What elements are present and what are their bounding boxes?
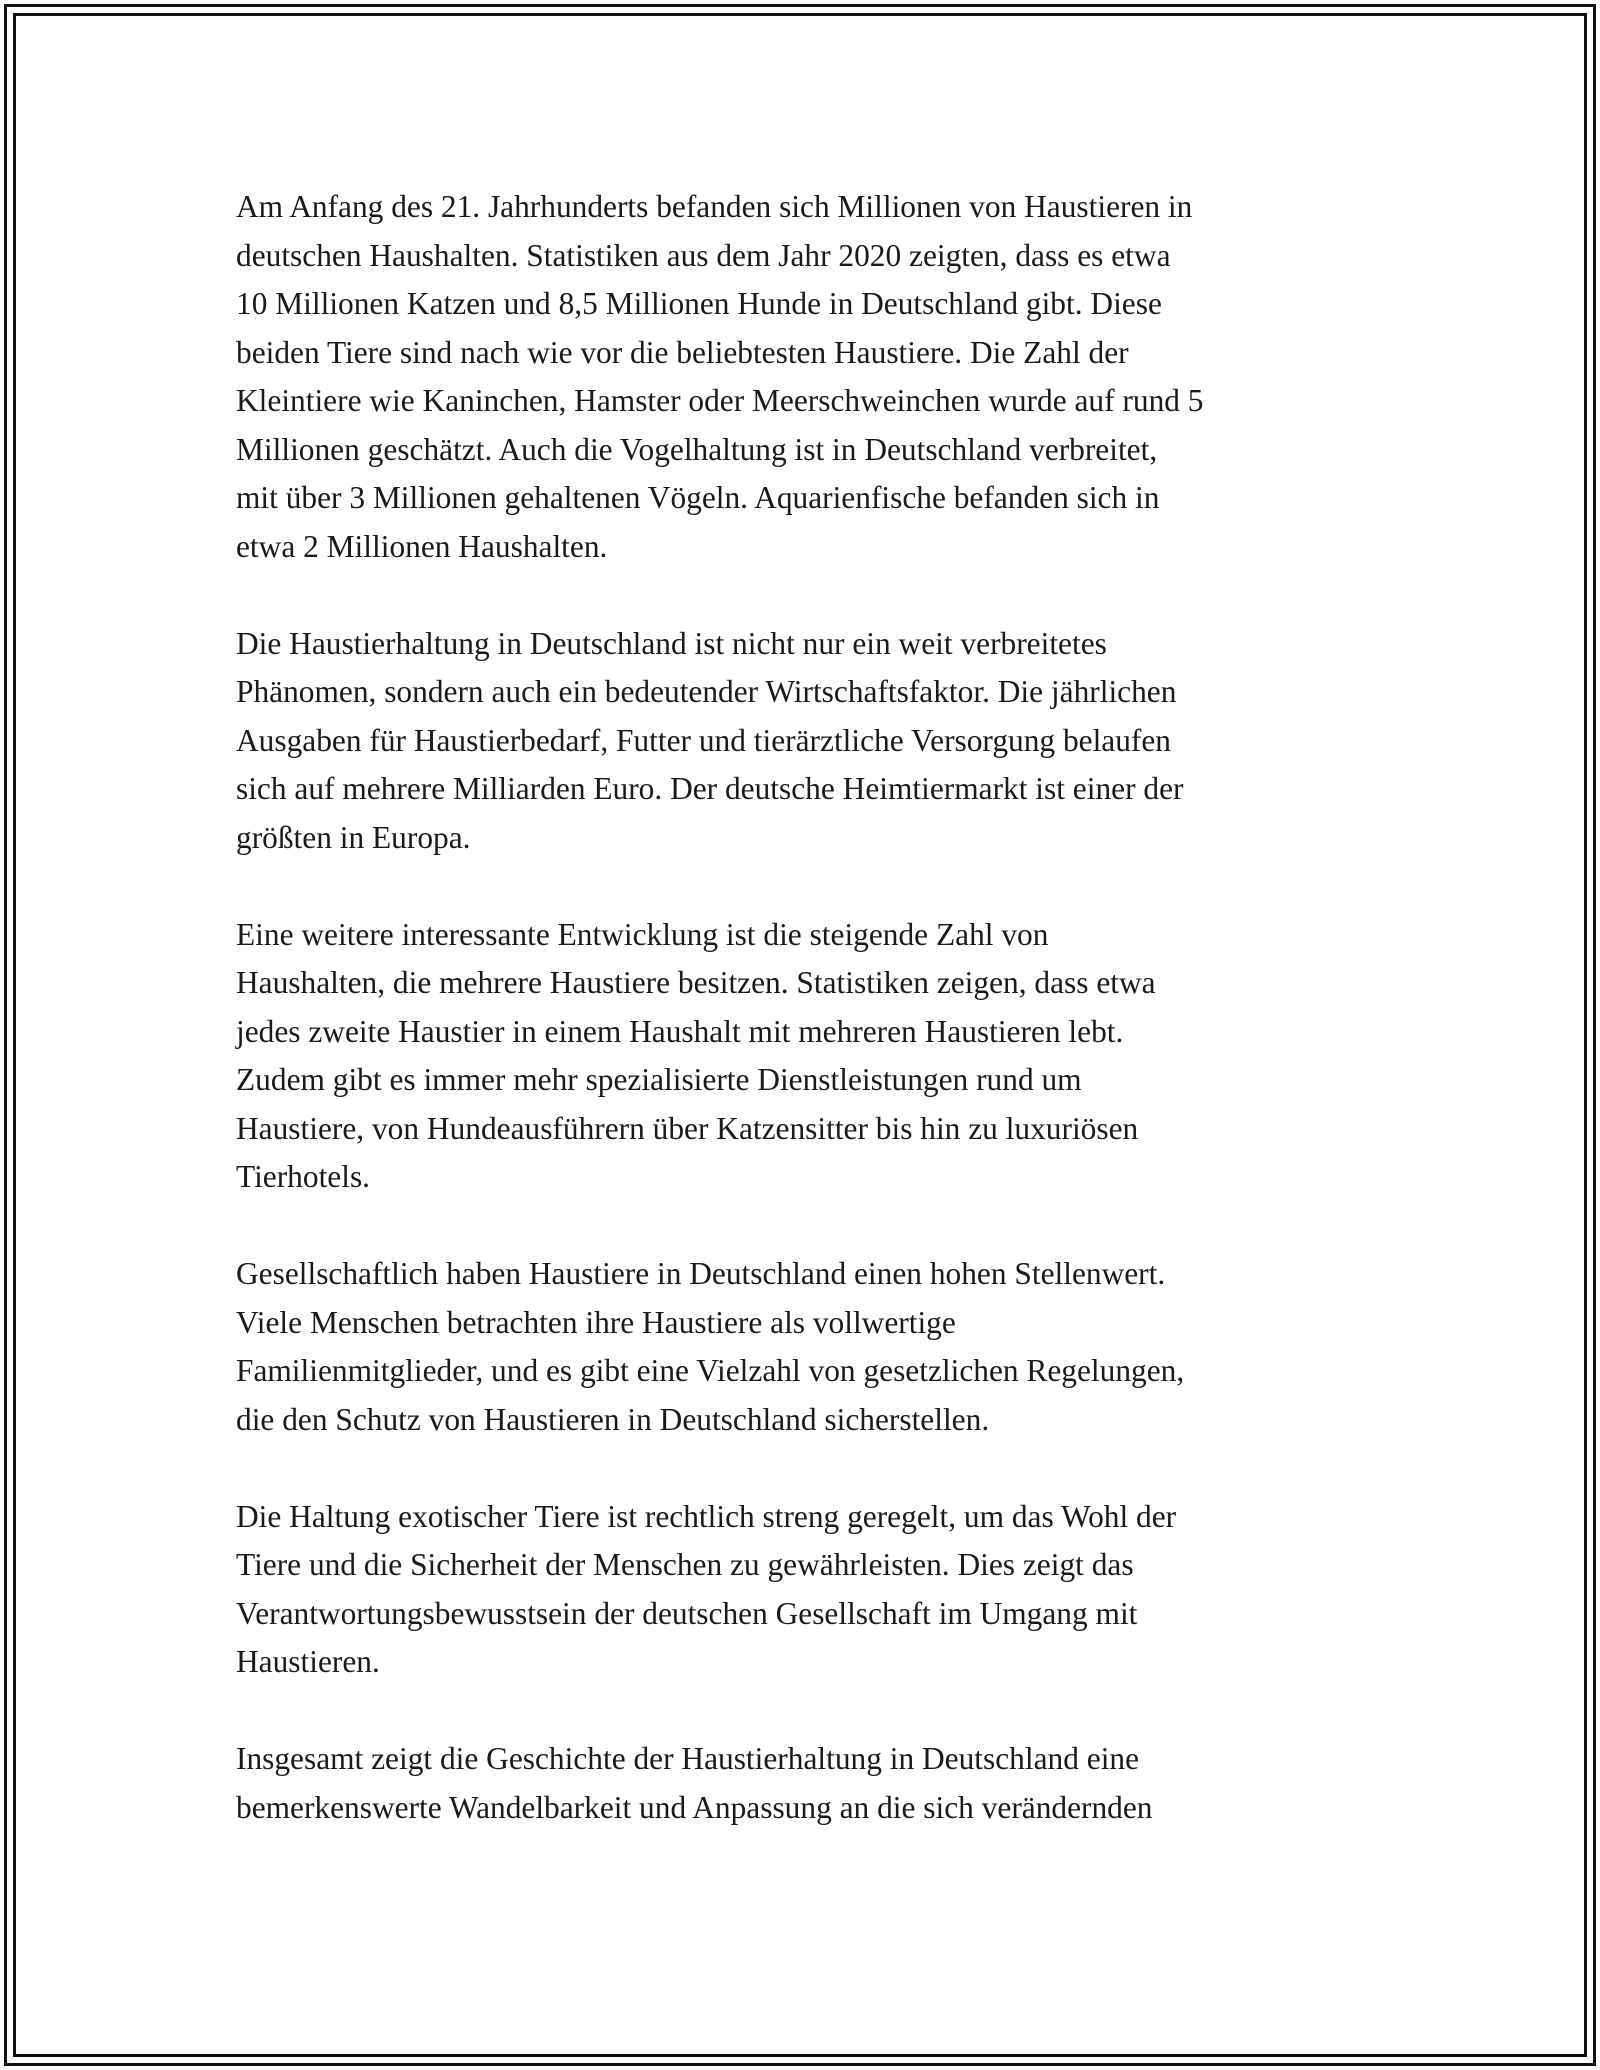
paragraph-line: Haustiere, von Hundeausführern über Katzensitter bis hin zu luxuriösen (236, 1110, 1139, 1146)
paragraph-line: Insgesamt zeigt die Geschichte der Haustierhaltung in Deutschland eine (236, 1741, 1140, 1776)
paragraph-line: Kleintiere wie Kaninchen, Hamster oder Meerschweinchen wurde auf rund 5 (236, 383, 1204, 418)
paragraph-line: Familienmitglieder, und es gibt eine Vielzahl von gesetzlichen Regelungen, (236, 1353, 1185, 1388)
paragraph-line: Gesellschaftlich haben Haustiere in Deutschland einen hohen Stellenwert. (236, 1256, 1166, 1291)
paragraph-2 (236, 620, 1376, 863)
paragraph-line: Die Haustierhaltung in Deutschland ist nicht nur ein weit verbreitetes (236, 625, 1107, 661)
paragraph-line: sich auf mehrere Milliarden Euro. Der deutsche Heimtiermarkt ist einer der (236, 771, 1184, 806)
paragraph-line: etwa 2 Millionen Haushalten. (236, 528, 608, 564)
paragraph-line: größten in Europa. (236, 819, 471, 855)
paragraph-5 (236, 1493, 1376, 1687)
paragraph-3 (236, 911, 1376, 1202)
paragraph-line: Tierhotels. (236, 1159, 371, 1194)
paragraph-line: jedes zweite Haustier in einem Haushalt mit mehreren Haustieren lebt. (236, 1013, 1124, 1049)
paragraph-line: beiden Tiere sind nach wie vor die beliebtesten Haustiere. Die Zahl der (236, 334, 1129, 370)
paragraph-line: Tiere und die Sicherheit der Menschen zu gewährleisten. Dies zeigt das (236, 1547, 1134, 1582)
paragraph-line: mit über 3 Millionen gehaltenen Vögeln. Aquarienfische befanden sich in (236, 480, 1160, 515)
paragraph-line: Haustieren. (236, 1644, 380, 1679)
paragraph-line: Am Anfang des 21. Jahrhunderts befanden sich Millionen von Haustieren in (236, 189, 1193, 224)
paragraph-line: deutschen Haushalten. Statistiken aus dem Jahr 2020 zeigten, dass es etwa (236, 237, 1171, 273)
paragraph-line: Millionen geschätzt. Auch die Vogelhaltung ist in Deutschland verbreitet, (236, 431, 1158, 467)
document-body (236, 183, 1376, 1881)
paragraph-line: die den Schutz von Haustieren in Deutschland sicherstellen. (236, 1401, 990, 1437)
paragraph-line: 10 Millionen Katzen und 8,5 Millionen Hunde in Deutschland gibt. Diese (236, 286, 1162, 321)
paragraph-line: Haushalten, die mehrere Haustiere besitzen. Statistiken zeigen, dass etwa (236, 965, 1156, 1000)
paragraph-line: Viele Menschen betrachten ihre Haustiere als vollwertige (236, 1304, 956, 1340)
paragraph-line: Verantwortungsbewusstsein der deutschen Gesellschaft im Umgang mit (236, 1595, 1138, 1631)
paragraph-line: Eine weitere interessante Entwicklung ist die steigende Zahl von (236, 916, 1049, 952)
paragraph-4 (236, 1250, 1376, 1444)
paragraph-line: Phänomen, sondern auch ein bedeutender Wirtschaftsfaktor. Die jährlichen (236, 674, 1177, 709)
paragraph-line: Die Haltung exotischer Tiere ist rechtlich streng geregelt, um das Wohl der (236, 1498, 1177, 1534)
paragraph-1 (236, 183, 1376, 571)
paragraph-6 (236, 1735, 1376, 1832)
paragraph-line: Ausgaben für Haustierbedarf, Futter und tierärztliche Versorgung belaufen (236, 722, 1172, 758)
paragraph-line: Zudem gibt es immer mehr spezialisierte Dienstleistungen rund um (236, 1062, 1082, 1097)
paragraph-line: bemerkenswerte Wandelbarkeit und Anpassung an die sich verändernden (236, 1789, 1153, 1825)
